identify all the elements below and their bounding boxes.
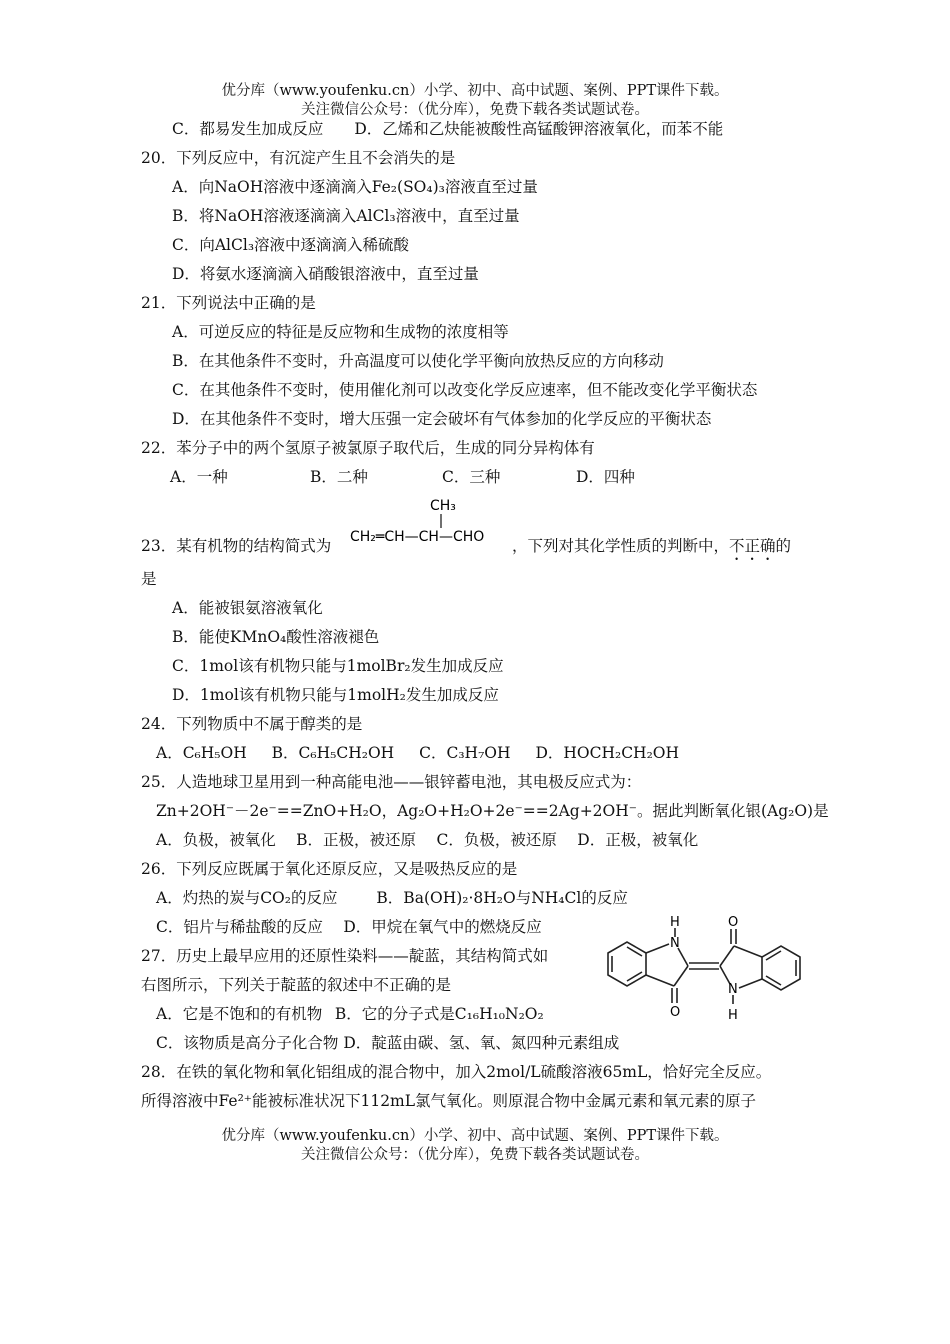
q23-stem-wrap: 是 <box>141 570 157 588</box>
header-line-1: 优分库（www.youfenku.cn）小学、初中、高中试题、案例、PPT课件下载。 <box>221 83 729 99</box>
q19-options-c-d: C．都易发生加成反应 D．乙烯和乙炔能被酸性高锰酸钾溶液氧化，而苯不能 <box>172 120 724 138</box>
q22-stem: 22．苯分子中的两个氢原子被氯原子取代后，生成的同分异构体有 <box>141 439 595 457</box>
q24-option-d: D．HOCH₂CH₂OH <box>535 744 680 762</box>
q27-option-b: B．它的分子式是C₁₆H₁₀N₂O₂ <box>334 1005 544 1023</box>
q23-option-c: C．1mol该有机物只能与1molBr₂发生加成反应 <box>172 657 504 675</box>
indigo-label-n-right: N <box>728 982 738 997</box>
q22-option-b: B．二种 <box>310 468 368 486</box>
q26-options-c-d <box>156 916 542 938</box>
q27-options-c-d <box>156 1032 619 1054</box>
q21-option-d: D．在其他条件不变时，增大压强一定会破坏有气体参加的化学反应的平衡状态 <box>172 410 712 428</box>
q27-option-a: A．它是不饱和的有机物 <box>156 1005 323 1023</box>
q24-option-b: B．C₆H₅CH₂OH <box>271 744 395 762</box>
q23-option-b: B．能使KMnO₄酸性溶液褪色 <box>172 628 380 646</box>
indigo-label-h-bottom: H <box>728 1008 738 1023</box>
q25-option-c: C．负极，被还原 <box>436 831 557 849</box>
q20-option-a: A．向NaOH溶液中逐滴滴入Fe₂(SO₄)₃溶液直至过量 <box>172 178 538 196</box>
q23-option-a: A．能被银氨溶液氧化 <box>172 599 323 617</box>
q26-options-a-b <box>156 887 628 909</box>
q24-stem: 24．下列物质中不属于醇类的是 <box>141 715 363 733</box>
q25-equation: Zn+2OH⁻－2e⁻==ZnO+H₂O，Ag₂O+H₂O+2e⁻==2Ag+2OH⁻。据此判断氧化银(Ag₂O)是 <box>156 802 829 820</box>
q20-option-b: B．将NaOH溶液逐滴滴入AlCl₃溶液中，直至过量 <box>172 207 520 225</box>
q24-options <box>156 742 679 764</box>
indigo-label-h-top: H <box>670 915 680 930</box>
q26-option-a: A．灼热的炭与CO₂的反应 <box>156 889 338 907</box>
q20-option-c: C．向AlCl₃溶液中逐滴滴入稀硫酸 <box>172 236 410 254</box>
q25-option-d: D．正极，被氧化 <box>577 831 699 849</box>
q27-stem-line-1: 27．历史上最早应用的还原性染料——靛蓝，其结构简式如 <box>141 947 549 965</box>
left-benzene-ring <box>608 942 646 986</box>
q26-stem: 26．下列反应既属于氧化还原反应，又是吸热反应的是 <box>141 860 518 878</box>
footer-line-2: 关注微信公众号：（优分库），免费下载各类试题试卷。 <box>301 1147 649 1163</box>
indigo-label-n-left: N <box>670 936 680 951</box>
q20-option-d: D．将氨水逐滴滴入硝酸银溶液中，直至过量 <box>172 265 479 283</box>
q23-stem-suffix: ，下列对其化学性质的判断中，不正确的 <box>512 537 792 555</box>
q27-options-a-b <box>156 1003 544 1025</box>
q21-option-b: B．在其他条件不变时，升高温度可以使化学平衡向放热反应的方向移动 <box>172 352 664 370</box>
header-line-2: 关注微信公众号：（优分库），免费下载各类试题试卷。 <box>301 102 649 118</box>
right-benzene-ring <box>762 946 800 990</box>
q25-options <box>156 829 698 851</box>
q24-option-a: A．C₆H₅OH <box>156 744 247 762</box>
q20-stem: 20．下列反应中，有沉淀产生且不会消失的是 <box>141 149 456 167</box>
q27-stem-line-2: 右图所示，下列关于靛蓝的叙述中不正确的是 <box>141 976 452 994</box>
q26-option-b: B．Ba(OH)₂·8H₂O与NH₄Cl的反应 <box>376 889 628 907</box>
q23-structure-formula <box>348 494 518 554</box>
q22-option-c: C．三种 <box>442 468 501 486</box>
indigo-label-o-top: O <box>728 915 739 930</box>
q25-option-a: A．负极，被氧化 <box>156 831 276 849</box>
q22-option-d: D．四种 <box>576 468 635 486</box>
q25-option-b: B．正极，被还原 <box>296 831 417 849</box>
indigo-structure-diagram <box>596 910 812 1028</box>
q21-option-a: A．可逆反应的特征是反应物和生成物的浓度相等 <box>172 323 509 341</box>
q26-option-d: D．甲烷在氧气中的燃烧反应 <box>343 918 542 936</box>
q26-option-c: C．铝片与稀盐酸的反应 <box>156 918 323 936</box>
indigo-bonds <box>608 928 800 1004</box>
q23-ch3-label: CH₃ <box>430 498 456 514</box>
q23-stem-prefix: 23．某有机物的结构简式为 <box>141 537 332 555</box>
q27-option-c: C．该物质是高分子化合物 <box>156 1034 339 1052</box>
q21-stem: 21．下列说法中正确的是 <box>141 294 316 312</box>
q28-line-2: 所得溶液中Fe²⁺能被标准状况下112mL氯气氧化。则原混合物中金属元素和氧元素的原子 <box>141 1092 757 1110</box>
q25-stem: 25．人造地球卫星用到一种高能电池——银锌蓄电池，其电极反应式为： <box>141 773 642 791</box>
indigo-label-o-bottom: O <box>670 1005 681 1020</box>
q28-line-1: 28．在铁的氧化物和氧化铝组成的混合物中，加入2mol/L硫酸溶液65mL，恰好完全反应。 <box>141 1063 772 1081</box>
q21-option-c: C．在其他条件不变时，使用催化剂可以改变化学反应速率，但不能改变化学平衡状态 <box>172 381 758 399</box>
q23-main-chain: CH₂═CH—CH—CHO <box>350 529 485 545</box>
q24-option-c: C．C₃H₇OH <box>419 744 511 762</box>
q23-emphasis: 不正确 <box>729 537 776 555</box>
q22-option-a: A．一种 <box>170 468 228 486</box>
q27-option-d: D．靛蓝由碳、氢、氧、氮四种元素组成 <box>343 1034 620 1052</box>
footer-line-1: 优分库（www.youfenku.cn）小学、初中、高中试题、案例、PPT课件下载。 <box>221 1128 729 1144</box>
q23-option-d: D．1mol该有机物只能与1molH₂发生加成反应 <box>172 686 499 704</box>
